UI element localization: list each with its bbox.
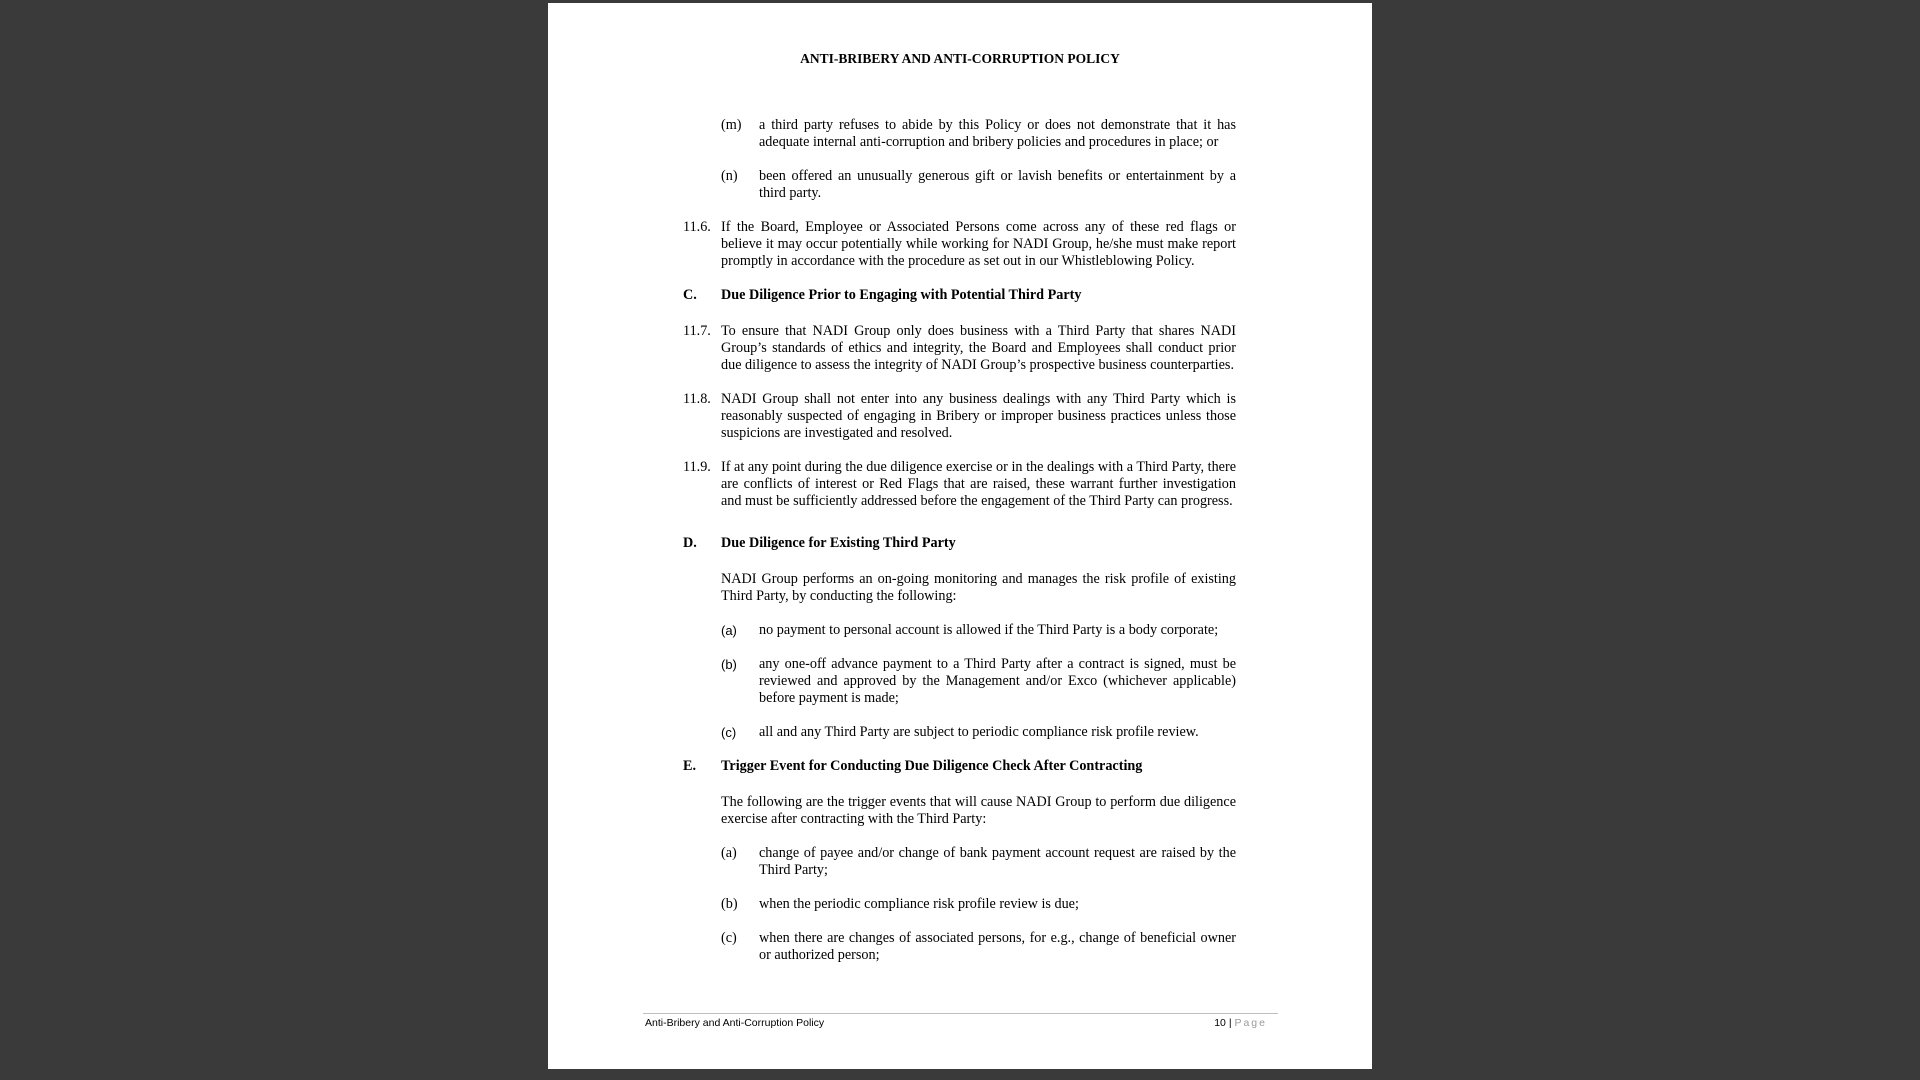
list-text: all and any Third Party are subject to periodic compliance risk profile review. bbox=[759, 724, 1199, 740]
page-word: Page bbox=[1234, 1017, 1267, 1029]
clause-number: 11.9. bbox=[683, 459, 711, 475]
list-item bbox=[721, 117, 1236, 151]
list-text: any one-off advance payment to a Third Party after a contract is signed, must be reviewed and approved by the Management and/or Exco (whichever applicable) before payment is made; bbox=[759, 656, 1236, 706]
section-heading-e bbox=[683, 758, 1236, 775]
list-label: (b) bbox=[721, 896, 738, 912]
section-title: Due Diligence Prior to Engaging with Potential Third Party bbox=[721, 287, 1082, 303]
list-text: when there are changes of associated persons, for e.g., change of beneficial owner or authorized person; bbox=[759, 930, 1236, 963]
clause-11-8 bbox=[683, 391, 1236, 442]
section-letter: C. bbox=[683, 287, 697, 303]
clause-text: To ensure that NADI Group only does business with a Third Party that shares NADI Group’s standards of ethics and integrity, the Board and Employees shall conduct prior due diligence to assess the integrity of NADI Group’s prospective business counterparties. bbox=[721, 323, 1236, 373]
list-item bbox=[721, 845, 1236, 879]
section-intro: NADI Group performs an on-going monitoring and manages the risk profile of existing Third Party, by conducting the following: bbox=[721, 571, 1236, 604]
document-title: ANTI-BRIBERY AND ANTI-CORRUPTION POLICY bbox=[800, 51, 1120, 66]
footer-page-number bbox=[1214, 1017, 1267, 1029]
document-page bbox=[548, 3, 1372, 1069]
clause-number: 11.8. bbox=[683, 391, 711, 407]
list-label: (a) bbox=[721, 845, 737, 861]
clause-text: If the Board, Employee or Associated Persons come across any of these red flags or believe it may occur potentially while working for NADI Group, he/she must make report promptly in accordance with the procedure as set out in our Whistleblowing Policy. bbox=[721, 219, 1236, 269]
section-title: Trigger Event for Conducting Due Diligence Check After Contracting bbox=[721, 758, 1143, 774]
section-heading-d bbox=[683, 535, 1236, 552]
list-label: (b) bbox=[721, 657, 737, 672]
clause-number: 11.7. bbox=[683, 323, 711, 339]
list-text: been offered an unusually generous gift or lavish benefits or entertainment by a third party. bbox=[759, 168, 1236, 201]
list-label: (m) bbox=[721, 117, 742, 133]
list-text: no payment to personal account is allowed if the Third Party is a body corporate; bbox=[759, 622, 1219, 638]
section-heading-c bbox=[683, 287, 1236, 304]
list-label: (n) bbox=[721, 168, 738, 184]
page-number: 10 bbox=[1214, 1017, 1226, 1029]
list-label: (a) bbox=[721, 623, 737, 638]
list-item bbox=[721, 656, 1236, 707]
list-text: a third party refuses to abide by this Policy or does not demonstrate that it has adequate internal anti-corruption and bribery policies and procedures in place; or bbox=[759, 117, 1236, 150]
list-text: change of payee and/or change of bank payment account request are raised by the Third Party; bbox=[759, 845, 1236, 878]
clause-11-9 bbox=[683, 459, 1236, 510]
list-text: when the periodic compliance risk profile review is due; bbox=[759, 896, 1079, 912]
list-item bbox=[721, 896, 1236, 913]
clause-text: If at any point during the due diligence exercise or in the dealings with a Third Party, there are conflicts of interest or Red Flags that are raised, these warrant further investigation and must be sufficiently addressed before the engagement of the Third Party can progress. bbox=[721, 459, 1236, 509]
list-label: (c) bbox=[721, 725, 737, 740]
clause-text: NADI Group shall not enter into any business dealings with any Third Party which is reasonably suspected of engaging in Bribery or improper business practices unless those suspicions are investigated and resolved. bbox=[721, 391, 1236, 441]
section-letter: E. bbox=[683, 758, 697, 774]
list-item bbox=[721, 622, 1236, 639]
clause-11-6 bbox=[683, 219, 1236, 270]
section-title: Due Diligence for Existing Third Party bbox=[721, 535, 956, 551]
list-label: (c) bbox=[721, 930, 737, 946]
section-letter: D. bbox=[683, 535, 697, 551]
list-item bbox=[721, 930, 1236, 964]
page-separator: | bbox=[1228, 1017, 1232, 1029]
section-intro: The following are the trigger events that will cause NADI Group to perform due diligence exercise after contracting with the Third Party: bbox=[721, 794, 1236, 827]
footer-divider bbox=[643, 1013, 1278, 1014]
clause-number: 11.6. bbox=[683, 219, 711, 235]
list-item bbox=[721, 724, 1236, 741]
list-item bbox=[721, 168, 1236, 202]
document-body bbox=[683, 117, 1236, 981]
footer-document-name: Anti-Bribery and Anti-Corruption Policy bbox=[645, 1017, 825, 1029]
clause-11-7 bbox=[683, 323, 1236, 374]
